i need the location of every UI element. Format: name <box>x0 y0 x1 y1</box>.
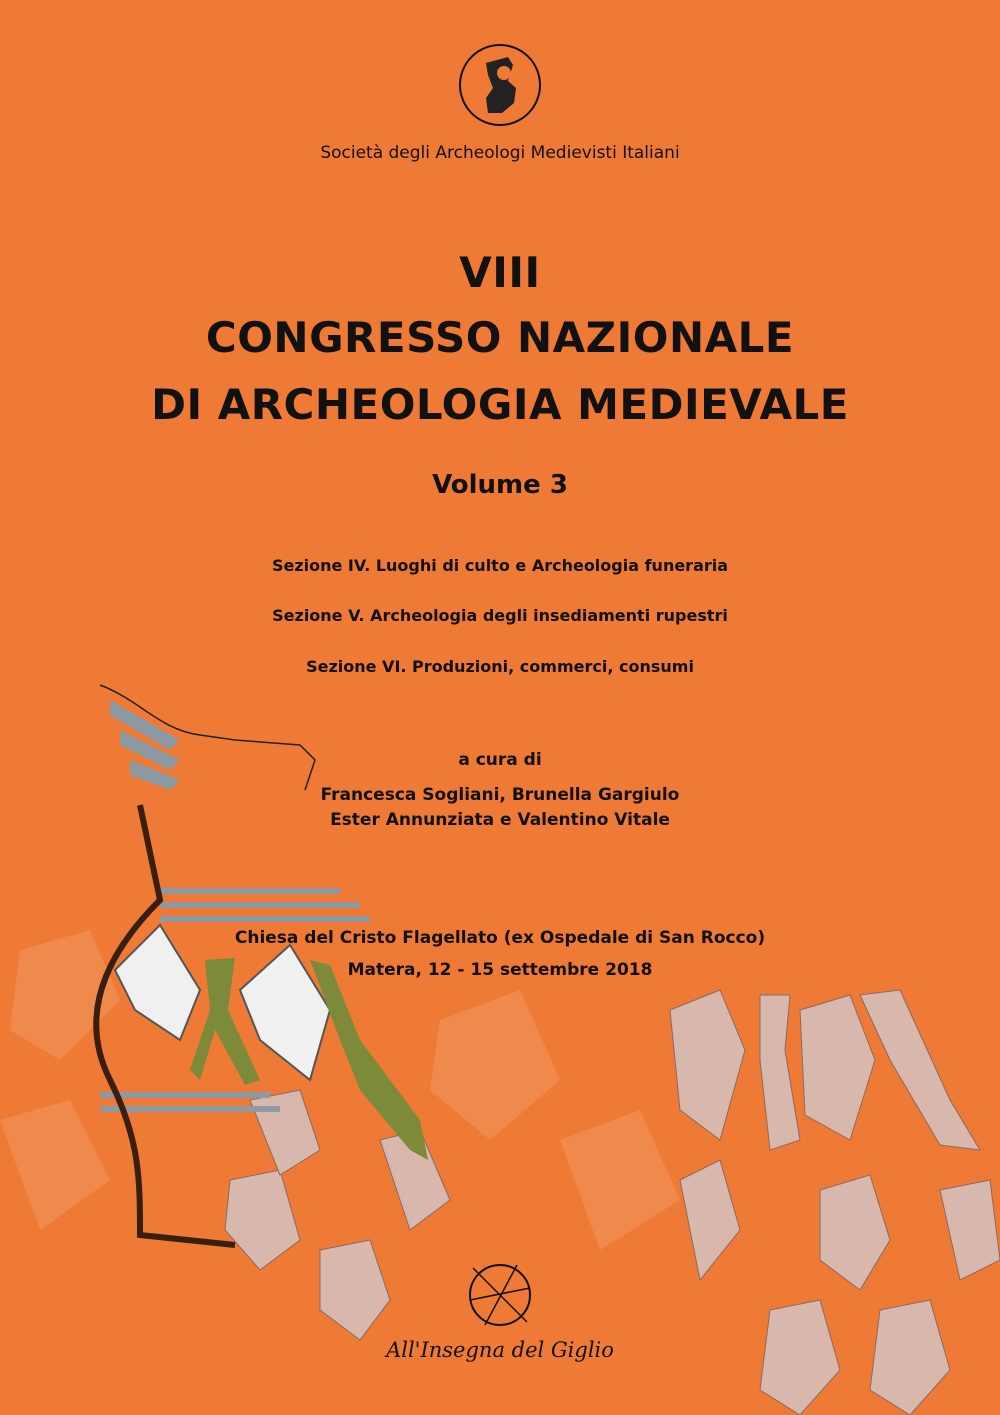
editors-line-2: Ester Annunziata e Valentino Vitale <box>330 810 670 830</box>
volume: Volume 3 <box>432 470 568 500</box>
venue-date: Matera, 12 - 15 settembre 2018 <box>347 960 653 980</box>
editors-label: a cura di <box>458 750 542 770</box>
editors-line-1: Francesca Sogliani, Brunella Gargiulo <box>320 785 680 805</box>
congress-number: VIII <box>459 248 541 297</box>
section-4: Sezione IV. Luoghi di culto e Archeologia funeraria <box>271 556 729 575</box>
society-logo <box>458 43 542 127</box>
title-line-2: DI ARCHEOLOGIA MEDIEVALE <box>151 380 849 429</box>
publisher-name: All'Insegna del Giglio <box>386 1338 614 1362</box>
venue-place: Chiesa del Cristo Flagellato (ex Ospedale di San Rocco) <box>234 928 766 948</box>
society-name: Società degli Archeologi Medievisti Italiani <box>320 143 680 163</box>
title-line-1: CONGRESSO NAZIONALE <box>205 313 795 362</box>
publisher-logo <box>465 1260 535 1330</box>
section-5: Sezione V. Archeologia degli insediamenti rupestri <box>272 606 728 625</box>
section-6: Sezione VI. Produzioni, commerci, consumi <box>306 657 694 676</box>
